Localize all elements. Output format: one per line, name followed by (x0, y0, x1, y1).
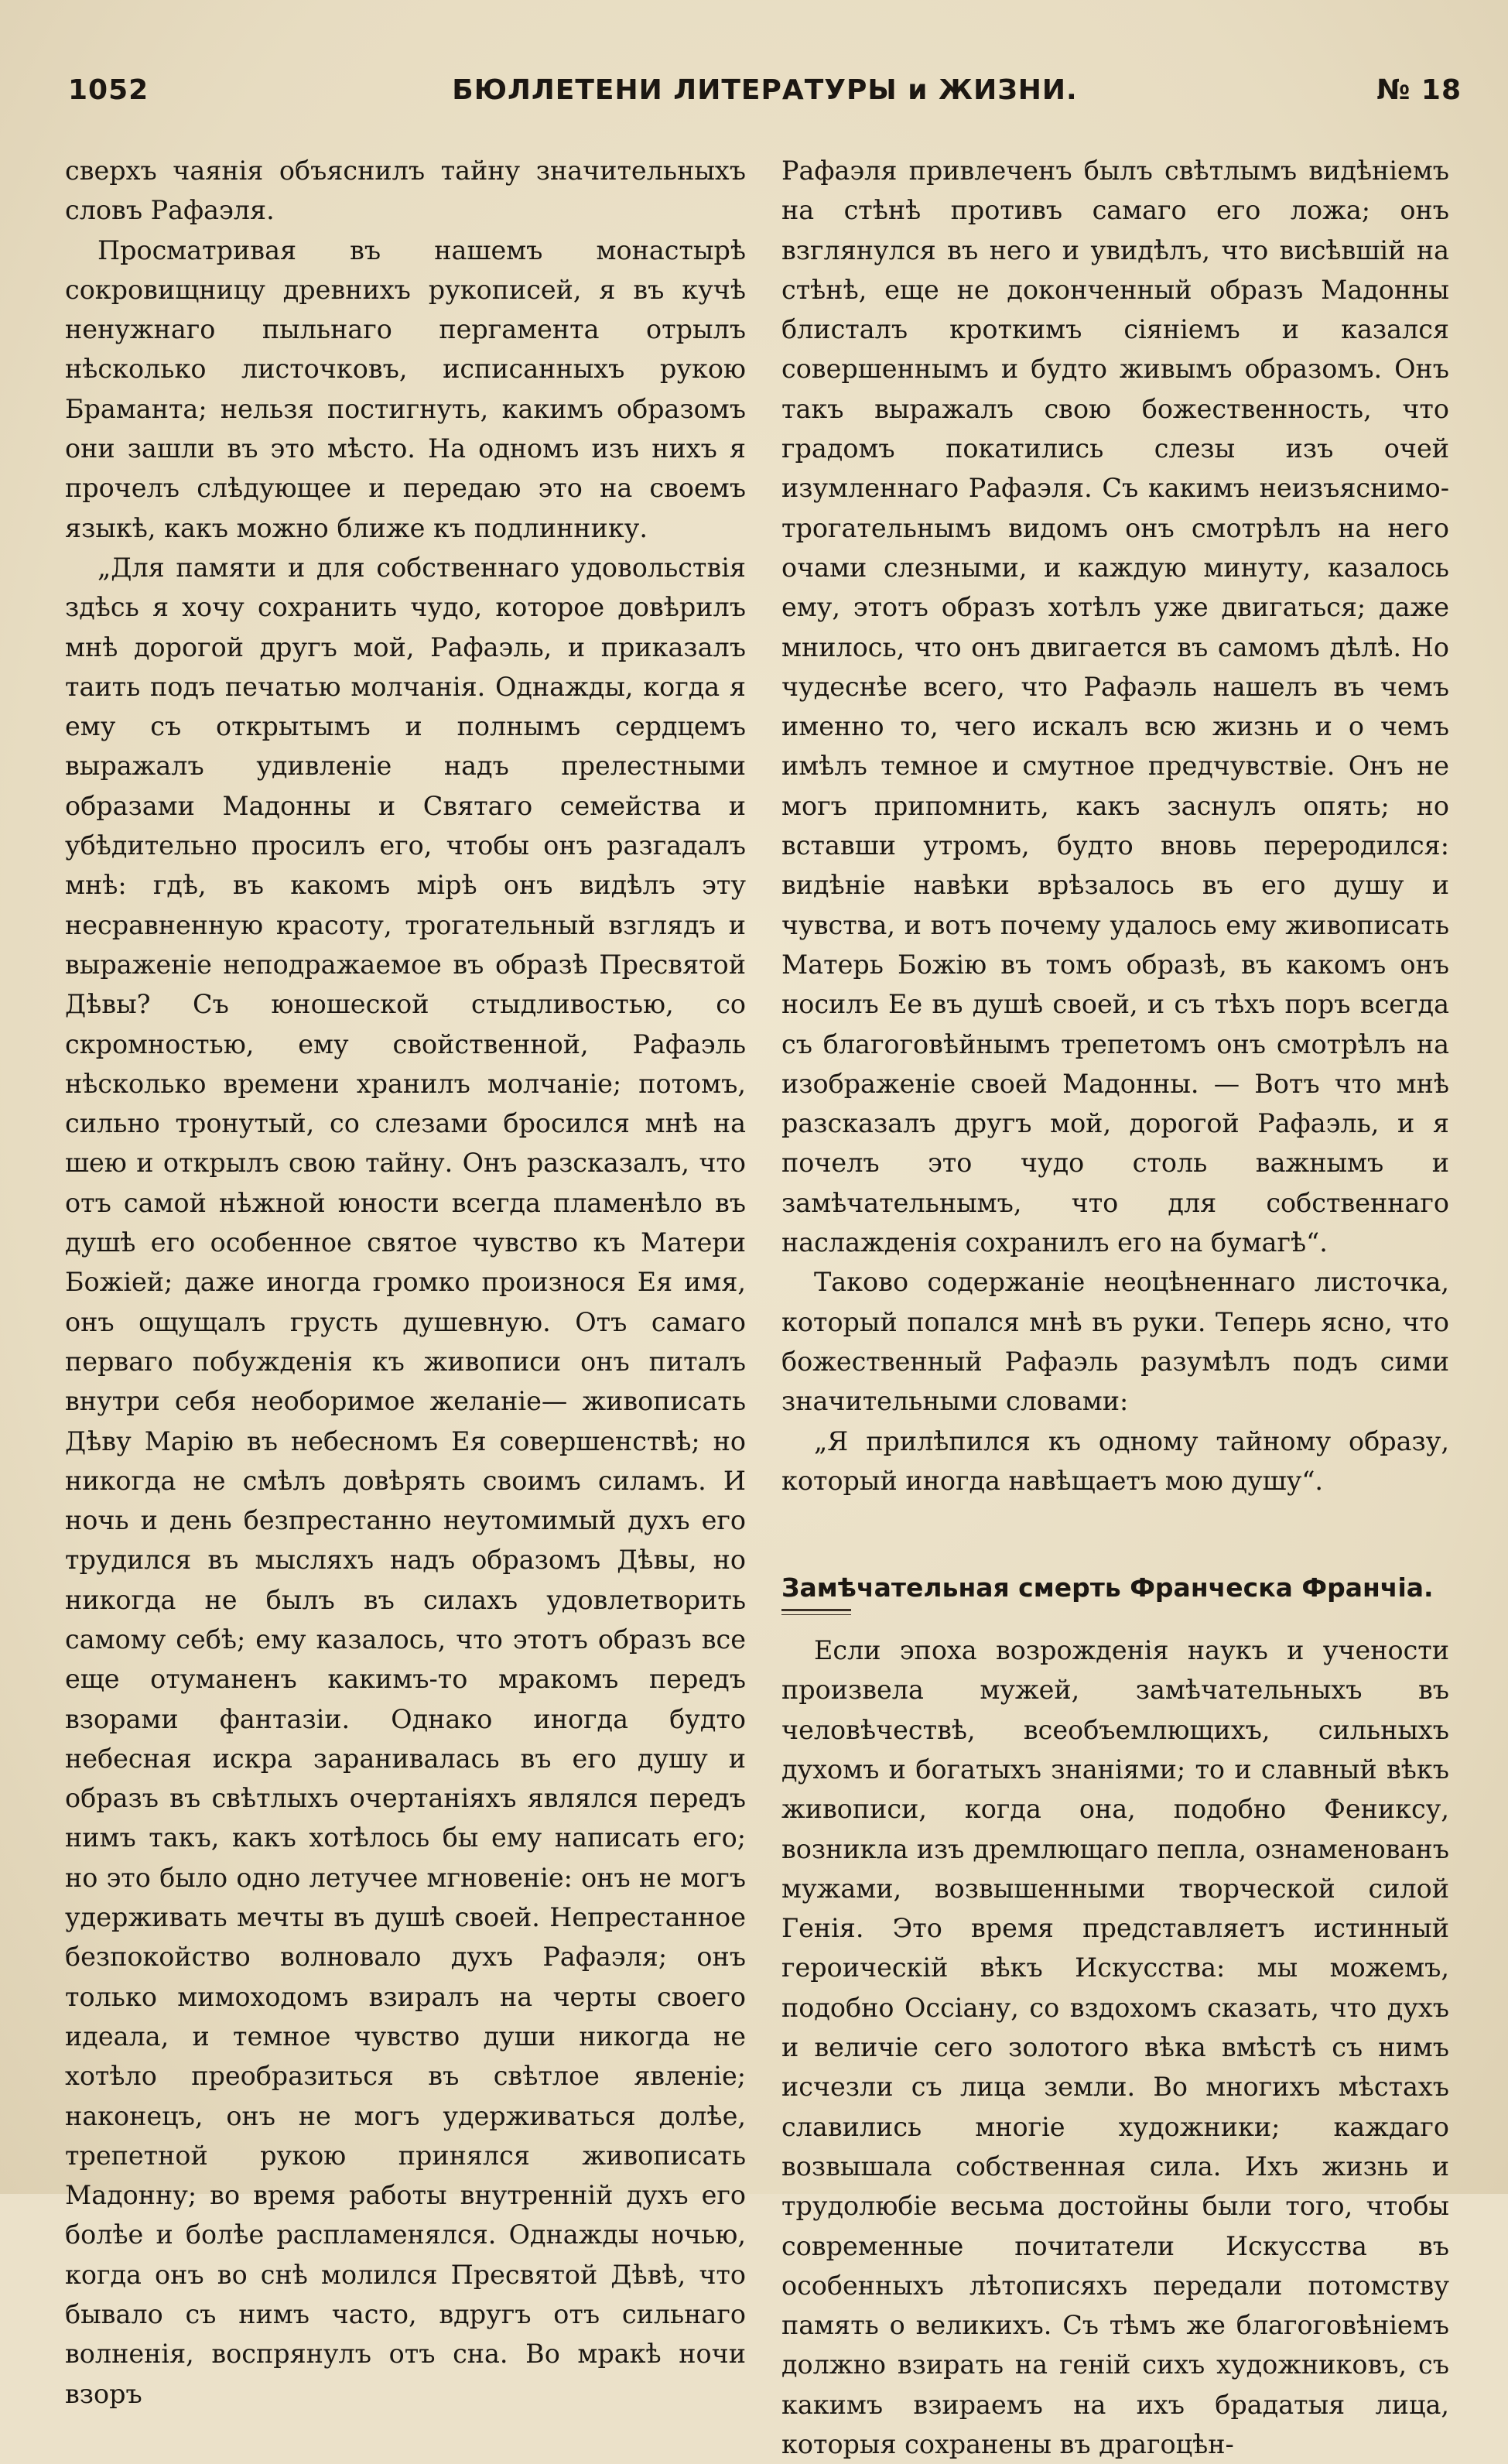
paragraph: Просматривая въ нашемъ монастырѣ сокровищницу древнихъ рукописей, я въ кучѣ ненужнаго пыльнаго пергамента отрылъ нѣсколько листочковъ, исписанныхъ рукою Браманта; нельзя постигнуть, какимъ образомъ они зашли въ это мѣсто. На одномъ изъ нихъ я прочелъ слѣдующее и передаю это на своемъ языкѣ, какъ можно ближе къ подлиннику. (65, 234, 746, 543)
paragraph: сверхъ чаянія объяснилъ тайну значительныхъ словъ Рафаэля. (65, 156, 746, 226)
paragraph: Таково содержаніе неоцѣненнаго листочка, который попался мнѣ въ руки. Теперь ясно, что божественный Рафаэль разумѣлъ подъ сими значительными словами: (781, 1267, 1449, 1417)
page-header (68, 68, 1462, 115)
paragraph: Если эпоха возрожденія наукъ и учености произвела мужей, замѣчательныхъ въ человѣчествѣ, всеобъемлющихъ, сильныхъ духомъ и богатыхъ знаніями; то и славный вѣкъ живописи, когда она, подобно Фениксу, возникла изъ дремлющаго пепла, ознаменованъ мужами, возвышенными творческой силой Генія. Это время представляетъ истинный героическій вѣкъ Искусства: мы можемъ, подобно Оссіану, со вздохомъ сказать, что духъ и величіе сего золотого вѣка вмѣстѣ съ нимъ исчезли съ лица земли. Во многихъ мѣстахъ славились многіе художники; каждаго возвышала собственная сила. Ихъ жизнь и трудолюбіе весьма достойны были того, чтобы современные почитатели Искусства въ особенныхъ лѣтописяхъ передали потомству память о великихъ. Съ тѣмъ же благоговѣніемъ должно взирать на геній сихъ художниковъ, съ какимъ взираемъ на ихъ брадатыя лица, которыя сохранены въ драгоцѣн- (781, 1635, 1449, 2460)
section-gap (781, 1501, 1449, 1569)
right-column (781, 151, 1449, 2460)
journal-title: БЮЛЛЕТЕНИ ЛИТЕРАТУРЫ и ЖИЗНИ. (452, 74, 1078, 106)
section-title: Замѣчательная смерть Франческа Франчіа. (781, 1573, 1434, 1603)
section-rule (781, 1609, 851, 1615)
issue-number: № 18 (1376, 74, 1462, 106)
page-number: 1052 (68, 74, 149, 106)
paragraph: Рафаэля привлеченъ былъ свѣтлымъ видѣніемъ на стѣнѣ противъ самаго его ложа; онъ взглянулся въ него и увидѣлъ, что висѣвшій на стѣнѣ, еще не доконченный образъ Мадонны блисталъ кроткимъ сіяніемъ и казался совершеннымъ и будто живымъ образомъ. Онъ такъ выражалъ свою божественность, что градомъ покатились слезы изъ очей изумленнаго Рафаэля. Съ какимъ неизъяснимо-трогательнымъ видомъ онъ смотрѣлъ на него очами слезными, и каждую минуту, казалось ему, этотъ образъ хотѣлъ уже двигаться; даже мнилось, что онъ двигается въ самомъ дѣлѣ. Но чудеснѣе всего, что Рафаэль нашелъ въ чемъ именно то, чего искалъ всю жизнь и о чемъ имѣлъ темное и смутное предчувствіе. Онъ не могъ припомнить, какъ заснулъ опять; но вставши утромъ, будто вновь переродился: видѣніе навѣки врѣзалось въ его душу и чувства, и вотъ почему удалось ему живописать Матерь Божію въ томъ образѣ, въ какомъ онъ носилъ Ее въ душѣ своей, и съ тѣхъ поръ всегда съ благоговѣйнымъ трепетомъ онъ смотрѣлъ на изображеніе своей Мадонны. — Вотъ что мнѣ разсказалъ другъ мой, дорогой Рафаэль, и я почелъ это чудо столь важнымъ и замѣчательнымъ, что для собственнаго наслажденія сохранилъ его на бумагѣ“. (781, 156, 1449, 1258)
left-column (65, 151, 746, 2409)
quotation: „Я прилѣпился къ одному тайному образу, который иногда навѣщаетъ мою душу“. (781, 1425, 1449, 1496)
paragraph: „Для памяти и для собственнаго удовольствія здѣсь я хочу сохранить чудо, которое довѣрилъ мнѣ дорогой другъ мой, Рафаэль, и приказалъ таить подъ печатью молчанія. Однажды, когда я ему съ открытымъ и полнымъ сердцемъ выражалъ удивленіе надъ прелестными образами Мадонны и Святаго семейства и убѣдительно просилъ его, чтобы онъ разгадалъ мнѣ: гдѣ, въ какомъ мірѣ онъ видѣлъ эту несравненную красоту, трогательный взглядъ и выраженіе неподражаемое въ образѣ Пресвятой Дѣвы? Съ юношеской стыдливостью, со скромностью, ему свойственной, Рафаэль нѣсколько времени хранилъ молчаніе; потомъ, сильно тронутый, со слезами бросился мнѣ на шею и открылъ свою тайну. Онъ разсказалъ, что отъ самой нѣжной юности всегда пламенѣло въ душѣ его особенное святое чувство къ Матери Божіей; даже иногда громко произнося Ея имя, онъ ощущалъ грусть душевную. Отъ самаго перваго побужденія къ живописи онъ питалъ внутри себя необоримое желаніе— живописать Дѣву Марію въ небесномъ Ея совершенствѣ; но никогда не смѣлъ довѣрять своимъ силамъ. И ночь и день безпрестанно неутомимый духъ его трудился въ мысляхъ надъ образомъ Дѣвы, но никогда не былъ въ силахъ удовлетворить самому себѣ; ему казалось, что этотъ образъ все еще отуманенъ какимъ-то мракомъ передъ взорами фантазіи. Однако иногда будто небесная искра заранивалась въ его душу и образъ въ свѣтлыхъ очертаніяхъ являлся передъ нимъ такъ, какъ хотѣлось бы ему написать его; но это было одно летучее мгновеніе: онъ не могъ удерживать мечты въ душѣ своей. Непрестанное безпокойство волновало духъ Рафаэля; онъ только мимоходомъ взиралъ на черты своего идеала, и темное чувство души никогда не хотѣло преобразиться въ свѣтлое явленіе; наконецъ, онъ не могъ удерживаться долѣе, трепетной рукою принялся живописать Мадонну; во время работы внутренній духъ его болѣе и болѣе распламенялся. Однажды ночью, когда онъ во снѣ молился Пресвятой Дѣвѣ, что бывало съ нимъ часто, вдругъ отъ сильнаго волненія, воспрянулъ отъ сна. Во мракѣ ночи взоръ (65, 552, 746, 2409)
